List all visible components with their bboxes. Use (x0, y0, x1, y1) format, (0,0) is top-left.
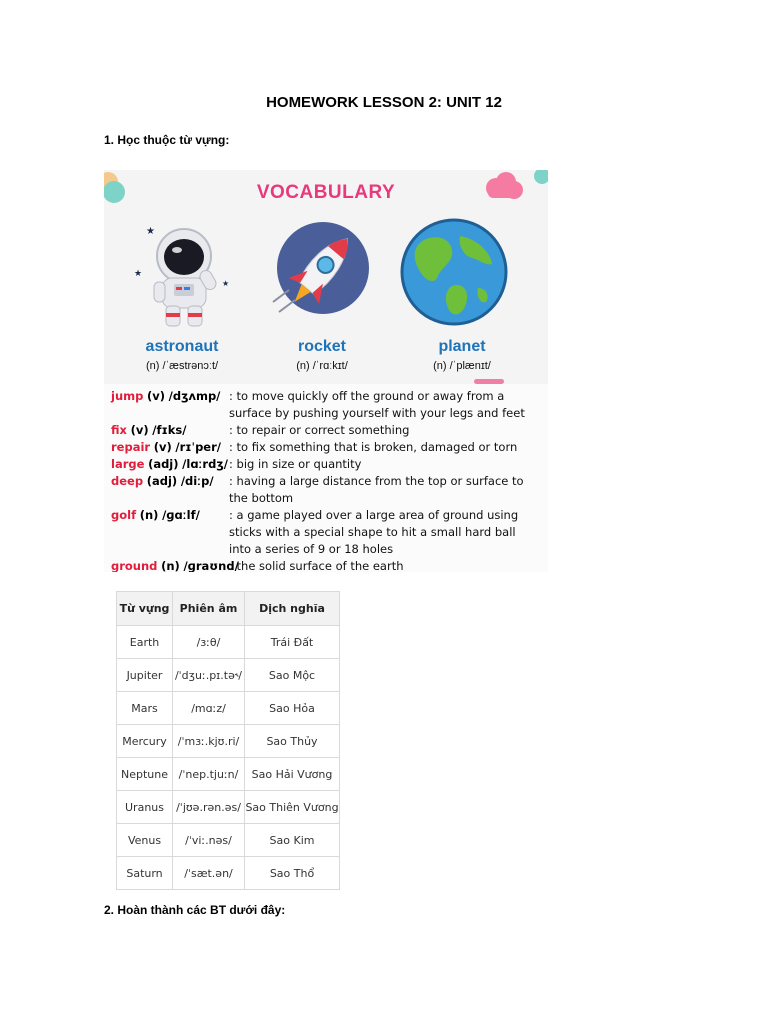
svg-text:★: ★ (222, 279, 230, 288)
table-cell: Sao Kim (245, 824, 340, 857)
definition-meaning: : to move quickly off the ground or away from a surface by pushing yourself with your legs and feet (229, 389, 525, 420)
rocket-icon (259, 216, 379, 334)
column-header: Dịch nghĩa (245, 592, 340, 626)
definition-list (104, 384, 548, 572)
table-cell: Neptune (117, 758, 173, 791)
table-row (117, 725, 340, 758)
divider-bar (474, 379, 504, 384)
astronaut-icon (124, 216, 244, 334)
table-cell: Sao Mộc (245, 659, 340, 692)
table-cell: /mɑːz/ (173, 692, 245, 725)
vocabulary-header (104, 170, 548, 380)
definition-term: ground (n) /ɡraʊnd/ (111, 559, 239, 572)
planet-icon (394, 216, 514, 334)
table-row (117, 824, 340, 857)
column-header: Phiên âm (173, 592, 245, 626)
table-cell: Uranus (117, 791, 173, 824)
table-cell: Sao Thiên Vương (245, 791, 340, 824)
table-row (117, 791, 340, 824)
vocabulary-heading: VOCABULARY (256, 182, 396, 203)
section-2-heading: 2. Hoàn thành các BT dưới đây: (104, 903, 286, 917)
table-cell: Sao Hỏa (245, 692, 340, 725)
table-cell: Mercury (117, 725, 173, 758)
table-cell: Mars (117, 692, 173, 725)
definition-term: fix (v) /fɪks/ (111, 423, 187, 437)
definition-meaning: : to repair or correct something (229, 423, 410, 437)
table-row (117, 692, 340, 725)
planet-label: planet (438, 338, 486, 355)
definition-meaning: : big in size or quantity (229, 457, 362, 471)
planet-ipa: (n) /ˈplænɪt/ (433, 360, 491, 372)
table-cell: Sao Thủy (245, 725, 340, 758)
vocabulary-card (104, 170, 548, 572)
table-cell: /ˈmɜː.kjʊ.ri/ (173, 725, 245, 758)
page-title: HOMEWORK LESSON 2: UNIT 12 (266, 94, 502, 111)
table-cell: Sao Hải Vương (245, 758, 340, 791)
column-header: Từ vựng (117, 592, 173, 626)
astronaut-label: astronaut (145, 338, 219, 355)
table-header-row (117, 592, 340, 626)
table-cell: Saturn (117, 857, 173, 890)
table-cell: Trái Đất (245, 626, 340, 659)
section-1-heading: 1. Học thuộc từ vựng: (104, 133, 230, 147)
definition-meaning: : having a large distance from the top or surface to the bottom (229, 474, 524, 505)
definition-term: jump (v) /dʒʌmp/ (111, 389, 221, 403)
definition-meaning: : a game played over a large area of ground using sticks with a special shape to hit a small hard ball into a series of 9 or 18 holes (229, 508, 519, 556)
rocket-label: rocket (297, 338, 347, 355)
definition-term: golf (n) /ɡɑːlf/ (111, 508, 200, 522)
table-cell: Sao Thổ (245, 857, 340, 890)
table-cell: /ˈnep.tjuːn/ (173, 758, 245, 791)
table-cell: Earth (117, 626, 173, 659)
svg-text:★: ★ (134, 268, 143, 278)
planet-vocabulary-table (116, 591, 340, 890)
table-cell: /ˈdʒuː.pɪ.tə˞/ (173, 659, 245, 692)
definition-term: repair (v) /rɪˈper/ (111, 440, 221, 454)
table-cell: /ɜːθ/ (173, 626, 245, 659)
definition-meaning: : to fix something that is broken, damaged or torn (229, 440, 518, 454)
table-cell: /ˈjʊə.rən.əs/ (173, 791, 245, 824)
definition-term: deep (adj) /diːp/ (111, 474, 214, 488)
table-row (117, 857, 340, 890)
definition-meaning: : the solid surface of the earth (229, 559, 404, 572)
astronaut-ipa: (n) /ˈæstrənɔːt/ (145, 360, 219, 372)
table-row (117, 659, 340, 692)
rocket-ipa: (n) /ˈrɑːkɪt/ (296, 360, 348, 372)
definition-term: large (adj) /lɑːrdʒ/ (111, 457, 228, 471)
table-cell: /ˈsæt.ən/ (173, 857, 245, 890)
table-row (117, 626, 340, 659)
table-row (117, 758, 340, 791)
svg-text:★: ★ (146, 226, 155, 237)
table-cell: Venus (117, 824, 173, 857)
table-cell: /ˈviː.nəs/ (173, 824, 245, 857)
table-cell: Jupiter (117, 659, 173, 692)
